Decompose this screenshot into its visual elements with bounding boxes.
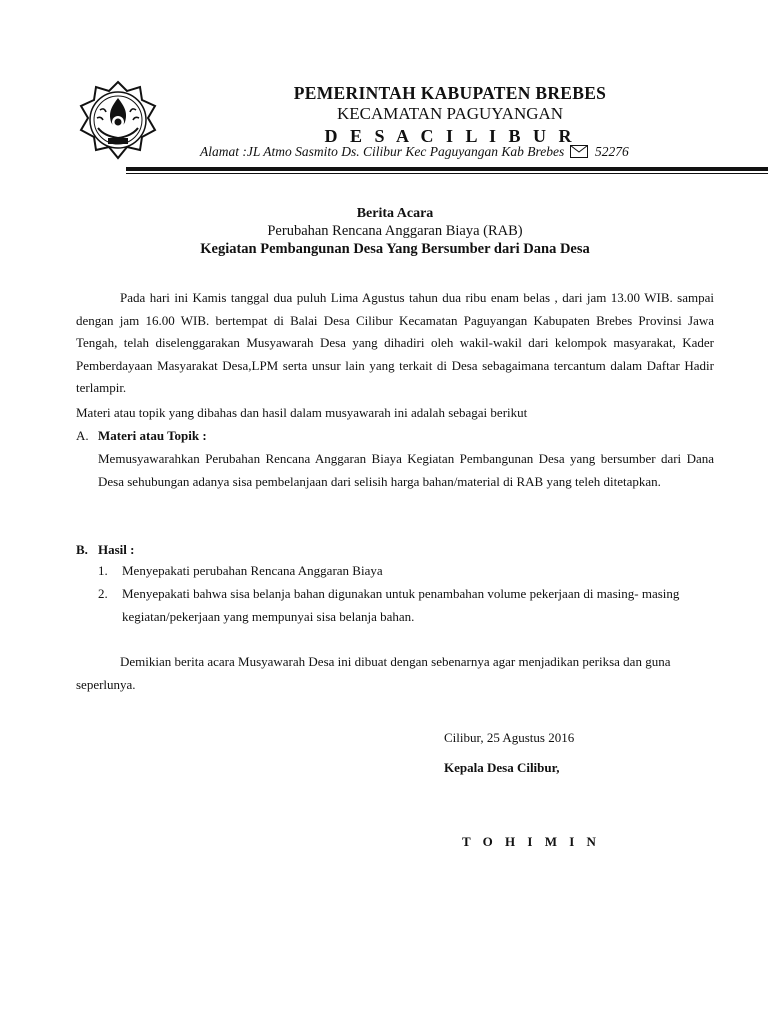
- section-a-text: Memusyawarahkan Perubahan Rencana Anggaran Biaya Kegiatan Pembangunan Desa yang bersumber dari Dana Desa sehubungan adanya sisa pembelanjaan dari selisih harga bahan/material di RAB yang teleh ditetapkan.: [98, 451, 714, 489]
- list-item: [98, 559, 714, 582]
- section-b-title: Hasil :: [98, 542, 135, 557]
- signature-place-date: Cilibur, 25 Agustus 2016: [444, 730, 575, 745]
- address-text: Alamat :JL Atmo Sasmito Ds. Cilibur Kec Paguyangan Kab Brebes: [200, 144, 565, 159]
- letterhead-regency: PEMERINTAH KABUPATEN BREBES: [293, 83, 607, 103]
- list-item: [98, 582, 714, 628]
- materi-intro: Materi atau topik yang dibahas dan hasil dalam musyawarah ini adalah sebagai berikut: [76, 405, 528, 420]
- letterhead-rule-thick: [126, 167, 768, 171]
- title-activity: Kegiatan Pembangunan Desa Yang Bersumber dari Dana Desa: [200, 241, 590, 257]
- title-subject: Perubahan Rencana Anggaran Biaya (RAB): [267, 223, 523, 239]
- letterhead-rule-thin: [126, 173, 768, 174]
- list-item-text: Menyepakati bahwa sisa belanja bahan digunakan untuk penambahan volume pekerjaan di masing- masing kegiatan/pekerjaan yang mempunyai sisa belanja bahan.: [122, 586, 680, 624]
- section-b-label: B.: [76, 542, 88, 557]
- letterhead-address: [200, 144, 730, 160]
- list-item-text: Menyepakati perubahan Rencana Anggaran Biaya: [122, 563, 383, 578]
- letterhead-district: KECAMATAN PAGUYANGAN: [336, 104, 564, 123]
- list-item-number: 2.: [98, 586, 108, 601]
- signature-name: T O H I M I N: [462, 834, 601, 849]
- section-b-heading: [76, 539, 134, 561]
- section-a-title: Materi atau Topik :: [98, 428, 207, 443]
- title-berita-acara: Berita Acara: [356, 206, 434, 221]
- letterhead: [185, 82, 715, 148]
- section-a-heading: [76, 425, 207, 447]
- regency-emblem-icon: [78, 80, 158, 160]
- letterhead-village: D E S A C I L I B U R: [324, 126, 576, 146]
- section-a-label: A.: [76, 428, 89, 443]
- list-item-number: 1.: [98, 563, 108, 578]
- closing-paragraph: Demikian berita acara Musyawarah Desa ini dibuat dengan sebenarnya agar menjadikan periksa dan guna seperlunya.: [76, 654, 671, 692]
- envelope-icon: [570, 145, 588, 158]
- document-title: [90, 205, 700, 258]
- opening-paragraph: Pada hari ini Kamis tanggal dua puluh Lima Agustus tahun dua ribu enam belas , dari jam 13.00 WIB. sampai dengan jam 16.00 WIB. bertempat di Balai Desa Cilibur Kecamatan Paguyangan Kabupaten Brebes Provinsi Jawa Tengah, telah diselenggarakan Musyawarah Desa yang dihadiri oleh wakil-wakil dari kelompok masyarakat, Kader Pemberdayaan Masyarakat Desa,LPM serta unsur lain yang terkait di Desa sebagaimana tercantum dalam Daftar Hadir terlampir.: [76, 290, 714, 395]
- signature-role: Kepala Desa Cilibur,: [444, 760, 560, 775]
- postal-code: 52276: [595, 144, 629, 159]
